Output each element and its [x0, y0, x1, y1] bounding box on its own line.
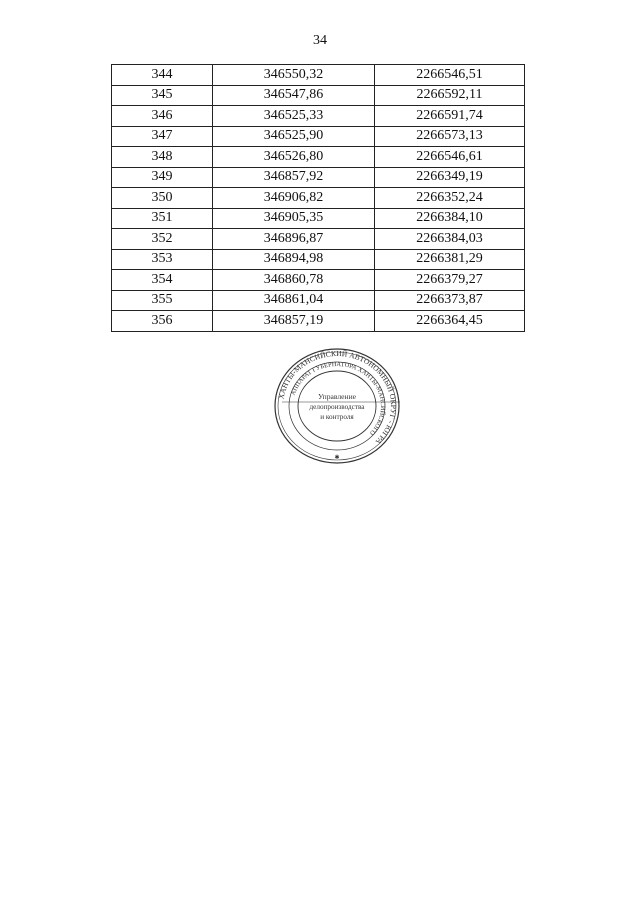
- table-row: [112, 290, 525, 311]
- y-coordinate-cell: 2266546,51: [375, 65, 525, 86]
- page-number: 34: [313, 33, 327, 48]
- point-number-cell: 348: [112, 147, 213, 168]
- point-number-cell: 350: [112, 188, 213, 209]
- x-coordinate-cell: 346896,87: [213, 229, 375, 250]
- table-row: [112, 85, 525, 106]
- table-row: [112, 188, 525, 209]
- x-coordinate-cell: 346525,33: [213, 106, 375, 127]
- x-coordinate-cell: 346550,32: [213, 65, 375, 86]
- x-coordinate-cell: 346860,78: [213, 270, 375, 291]
- x-coordinate-cell: 346861,04: [213, 290, 375, 311]
- stamp-center-line-2: делопроизводства: [309, 403, 365, 411]
- x-coordinate-cell: 346547,86: [213, 85, 375, 106]
- table-row: [112, 167, 525, 188]
- y-coordinate-cell: 2266364,45: [375, 311, 525, 332]
- table-row: [112, 65, 525, 86]
- y-coordinate-cell: 2266381,29: [375, 249, 525, 270]
- stamp-inner-text: АППАРАТ ГУБЕРНАТОРА ХАНТЫ-МАНСИЙСКОГО: [289, 360, 387, 437]
- y-coordinate-cell: 2266546,61: [375, 147, 525, 168]
- x-coordinate-cell: 346857,19: [213, 311, 375, 332]
- point-number-cell: 351: [112, 208, 213, 229]
- table-row: [112, 208, 525, 229]
- y-coordinate-cell: 2266379,27: [375, 270, 525, 291]
- stamp-center-line-3: и контроля: [320, 413, 354, 421]
- y-coordinate-cell: 2266573,13: [375, 126, 525, 147]
- point-number-cell: 355: [112, 290, 213, 311]
- table-row: [112, 229, 525, 250]
- y-coordinate-cell: 2266352,24: [375, 188, 525, 209]
- y-coordinate-cell: 2266349,19: [375, 167, 525, 188]
- y-coordinate-cell: 2266591,74: [375, 106, 525, 127]
- x-coordinate-cell: 346905,35: [213, 208, 375, 229]
- point-number-cell: 347: [112, 126, 213, 147]
- y-coordinate-cell: 2266373,87: [375, 290, 525, 311]
- stamp-seal: [272, 347, 402, 465]
- coordinates-table: [111, 64, 525, 332]
- table-row: [112, 126, 525, 147]
- table-row: [112, 249, 525, 270]
- table-row: [112, 106, 525, 127]
- y-coordinate-cell: 2266384,10: [375, 208, 525, 229]
- point-number-cell: 345: [112, 85, 213, 106]
- point-number-cell: 353: [112, 249, 213, 270]
- star-icon: ✱: [334, 455, 340, 461]
- x-coordinate-cell: 346906,82: [213, 188, 375, 209]
- stamp-outer-text: ХАНТЫ-МАНСИЙСКИЙ АВТОНОМНЫЙ ОКРУГ - ЮГРА: [276, 348, 399, 447]
- official-stamp: [272, 347, 402, 465]
- table-row: [112, 147, 525, 168]
- point-number-cell: 356: [112, 311, 213, 332]
- point-number-cell: 346: [112, 106, 213, 127]
- point-number-cell: 349: [112, 167, 213, 188]
- table-row: [112, 270, 525, 291]
- x-coordinate-cell: 346857,92: [213, 167, 375, 188]
- table-row: [112, 311, 525, 332]
- x-coordinate-cell: 346526,80: [213, 147, 375, 168]
- point-number-cell: 354: [112, 270, 213, 291]
- x-coordinate-cell: 346894,98: [213, 249, 375, 270]
- point-number-cell: 344: [112, 65, 213, 86]
- point-number-cell: 352: [112, 229, 213, 250]
- stamp-center-line-1: Управление: [317, 392, 357, 401]
- y-coordinate-cell: 2266384,03: [375, 229, 525, 250]
- table-body: [112, 65, 525, 332]
- x-coordinate-cell: 346525,90: [213, 126, 375, 147]
- y-coordinate-cell: 2266592,11: [375, 85, 525, 106]
